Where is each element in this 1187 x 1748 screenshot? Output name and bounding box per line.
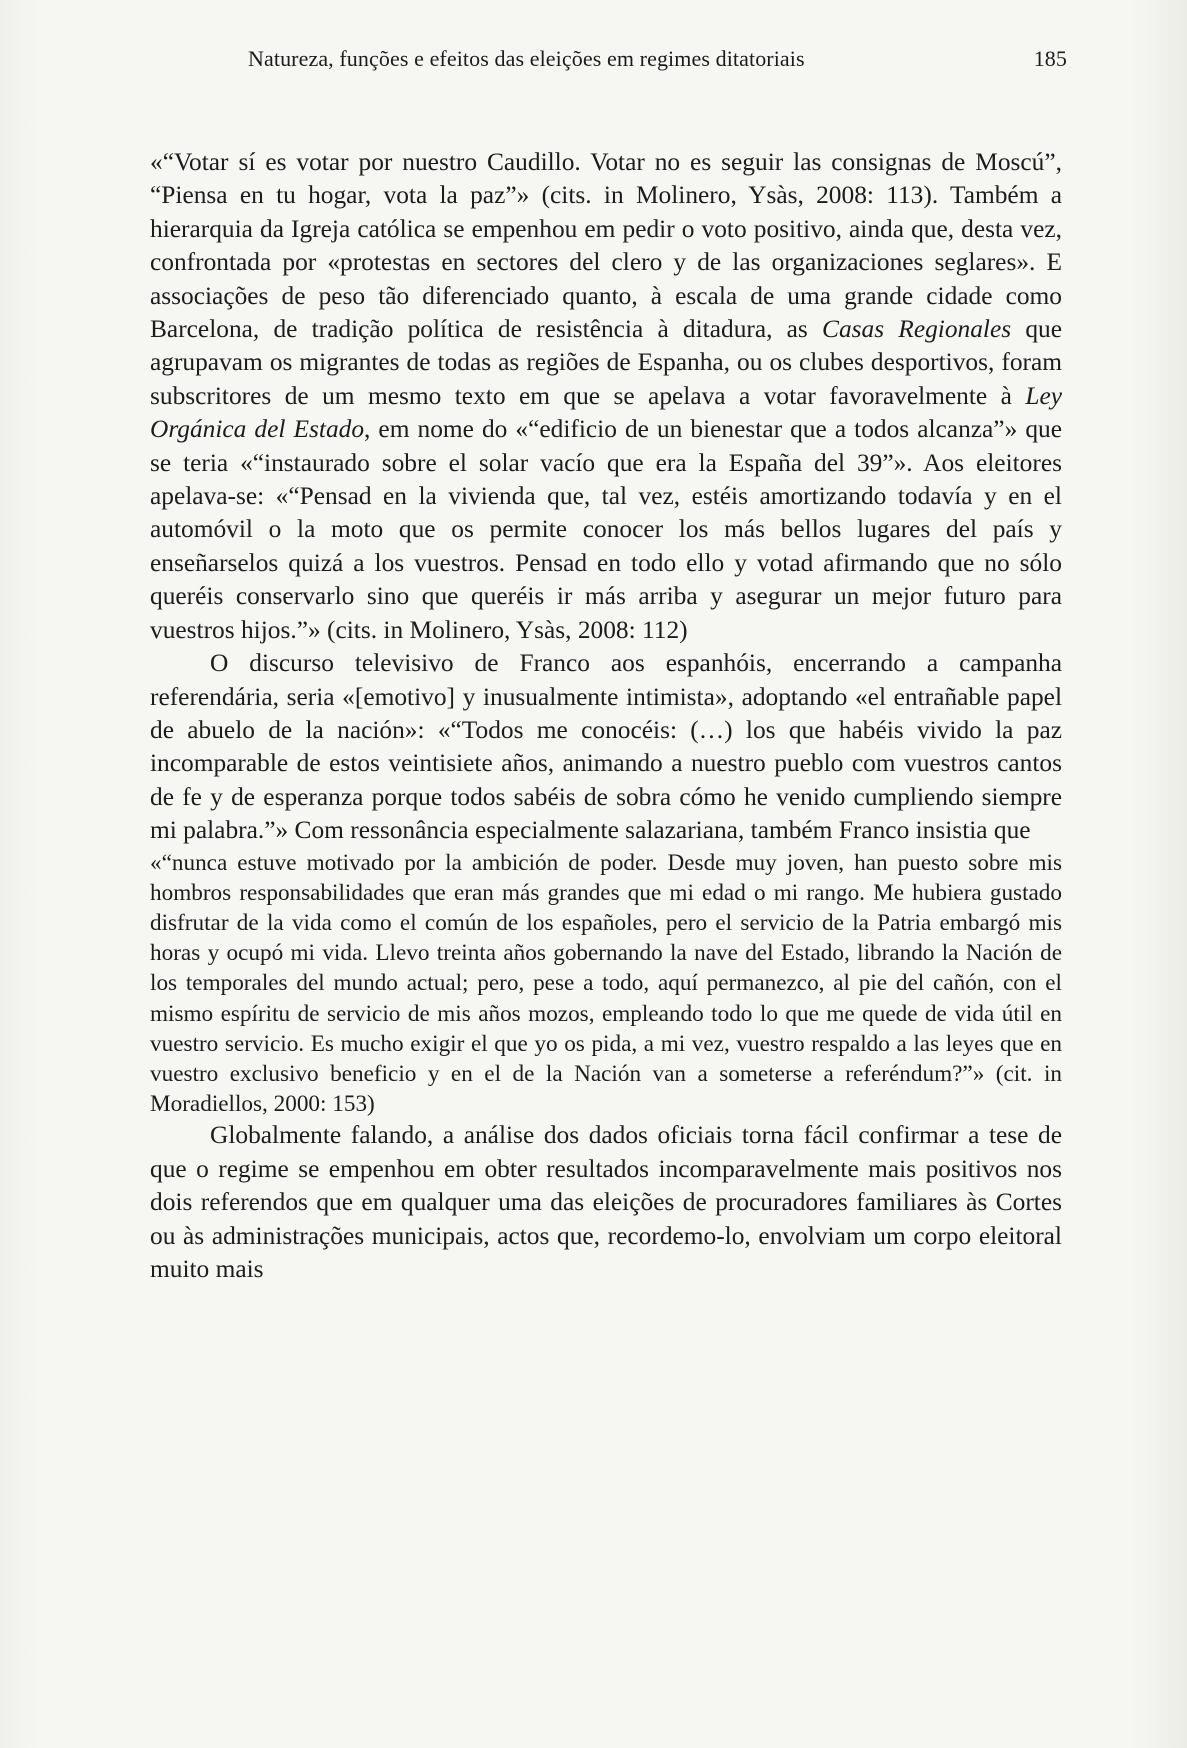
paragraph-1-part-c: , em nome do «“edificio de un bienestar que a todos alcanza”» que se teria «“instaurado sobre el solar vacío que era la España del 39”». Aos eleitores apelava-se: «“Pensad en la vivienda que, tal vez, estéis amortizando todavía y en el automóvil o la moto que os permite conocer los más bellos lugares del país y enseñarselos quizá a los vuestros. Pensad en todo ello y votad afirmando que no sólo queréis conservarlo sino que queréis ir más arriba y asegurar un mejor futuro para vuestros hijos.”» (cits. in Molinero, Ysàs, 2008: 112) bbox=[150, 415, 1062, 644]
paragraph-2: O discurso televisivo de Franco aos espanhóis, encerrando a campanha referendária, seria «[emotivo] y inusualmente intimista», adoptando «el entrañable papel de abuelo de la nación»: «“Todos me conocéis: (…) los que habéis vivido la paz incomparable de estos veintisiete años, animando a nuestro pueblo com vuestros cantos de fe y de esperanza porque todos sabéis de sobra cómo he venido cumpliendo siempre mi palabra.”» Com ressonância especialmente salazariana, também Franco insistia que bbox=[150, 649, 1062, 845]
body-text bbox=[150, 146, 1062, 1286]
running-head-title: Natureza, funções e efeitos das eleições em regimes ditatoriais bbox=[248, 46, 805, 71]
block-quote: «“nunca estuve motivado por la ambición de poder. Desde muy joven, han puesto sobre mis hombros responsabilidades que eran más grandes que mi edad o mi rango. Me hubiera gustado disfrutar de la vida como el común de los españoles, pero el servicio de la Patria embargó mis horas y ocupó mi vida. Llevo treinta años gobernando la nave del Estado, librando la Nación de los temporales del mundo actual; pero, pese a todo, aquí permanezco, al pie del cañón, con el mismo espíritu de servicio de mis años mozos, empleando todo lo que me quede de vida útil en vuestro servicio. Es mucho exigir el que yo os pida, a mi vez, vuestro respaldo a las leyes que en vuestro exclusivo beneficio y en el de la Nación van a someterse a referéndum?”» (cit. in Moradiellos, 2000: 153) bbox=[150, 849, 1062, 1118]
italic-casas-regionales: Casas Regionales bbox=[822, 315, 1012, 344]
paragraph-1-part-a: «“Votar sí es votar por nuestro Caudillo. Votar no es seguir las consignas de Moscú”, “Piensa en tu hogar, vota la paz”» (cits. in Molinero, Ysàs, 2008: 113). Também a hierarquia da Igreja católica se empenhou em pedir o voto positivo, ainda que, desta vez, confrontada por «protestas en sectores del clero y de las organizaciones seglares». E associações de peso tão diferenciado quanto, à escala de uma grande cidade como Barcelona, de tradição política de resistência à ditadura, as bbox=[150, 148, 1062, 344]
paragraph-1 bbox=[150, 146, 1062, 647]
page-number: 185 bbox=[1033, 46, 1067, 71]
italic-ley-organica: Ley Orgánica del Estado bbox=[150, 381, 1062, 444]
paragraph-1-part-b: que agrupavam os migrantes de todas as regiões de Espanha, ou os clubes desportivos, foram subscritores de um mesmo texto em que se apelava a votar favoravelmente à bbox=[150, 315, 1062, 410]
running-head bbox=[248, 46, 1067, 72]
paragraph-3: Globalmente falando, a análise dos dados oficiais torna fácil confirmar a tese de que o regime se empenhou em obter resultados incomparavelmente mais positivos nos dois referendos que em qualquer uma das eleições de procuradores familiares às Cortes ou às administrações municipais, actos que, recordemo-lo, envolviam um corpo eleitoral muito mais bbox=[150, 1121, 1062, 1283]
